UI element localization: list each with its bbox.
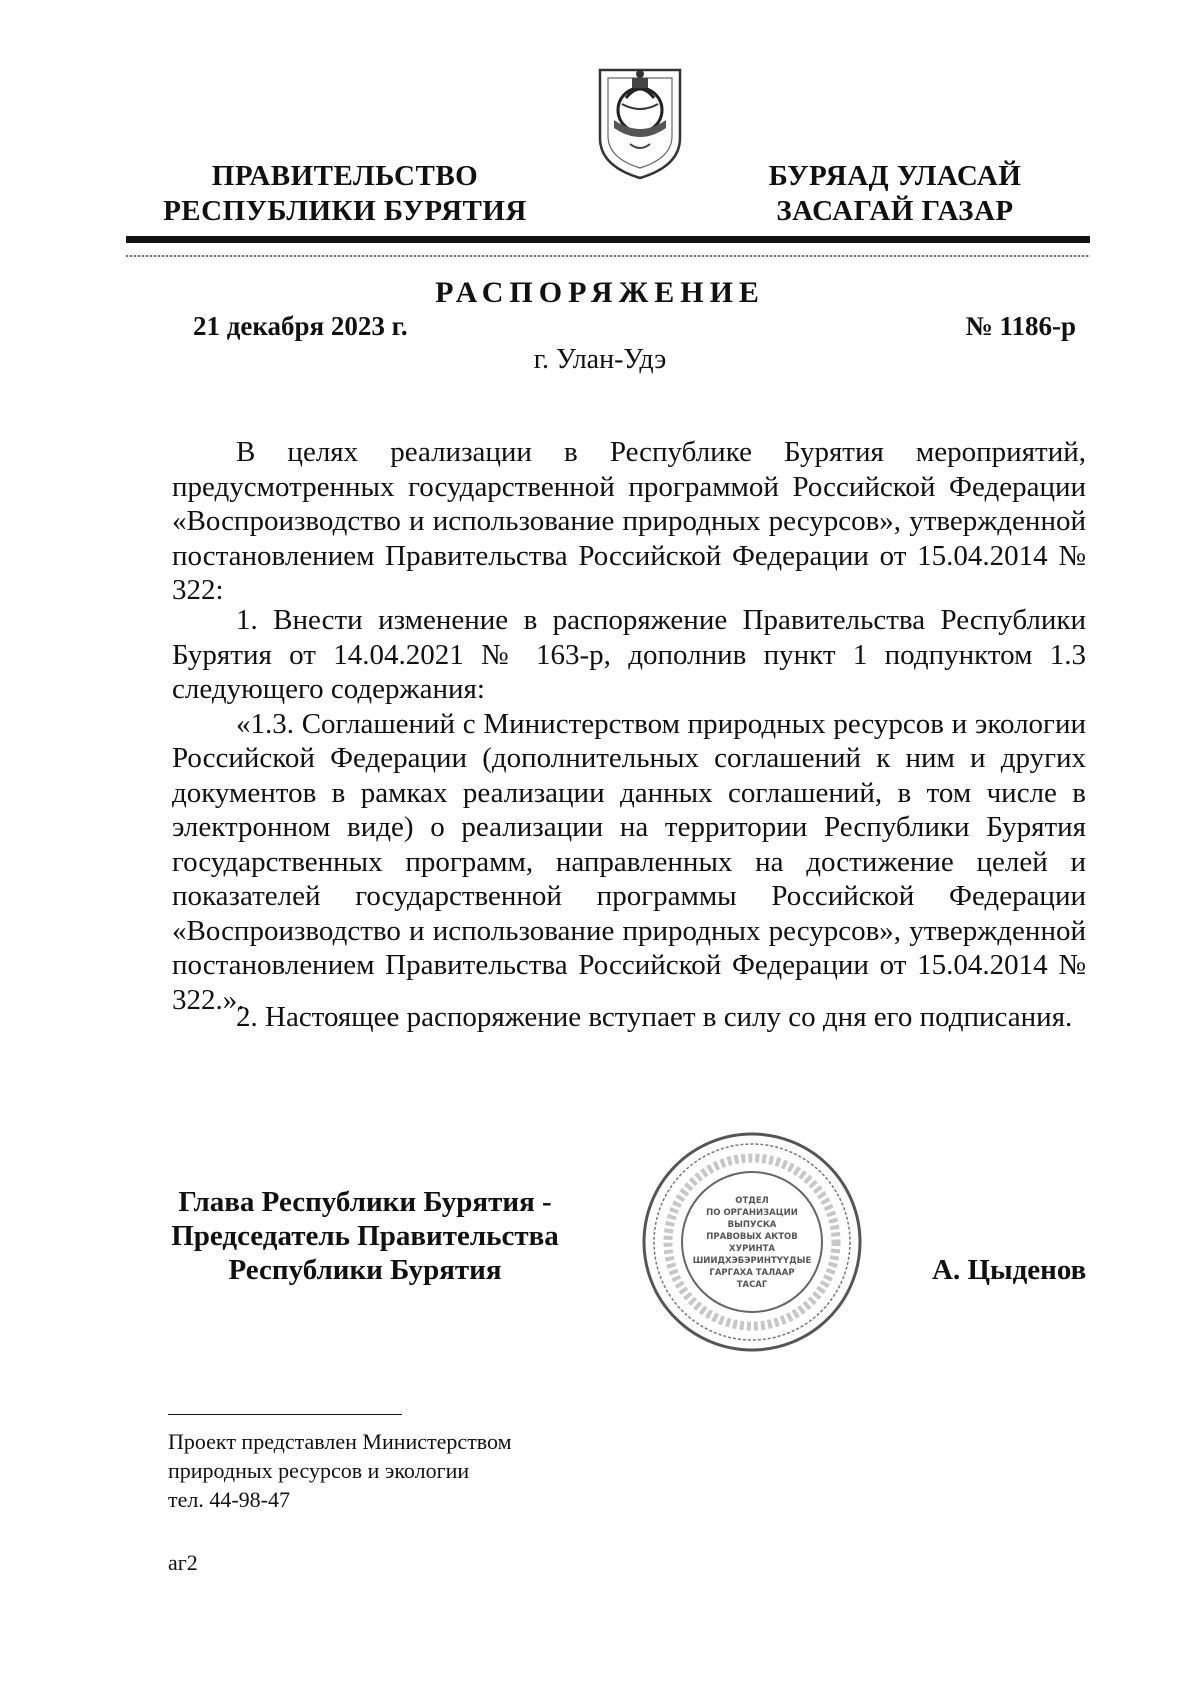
- footer-line1: Проект представлен Министерством: [168, 1429, 512, 1454]
- paragraph: 2. Настоящее распоряжение вступает в силу со дня его подписания.: [236, 1001, 1073, 1033]
- paragraph: В целях реализации в Республике Бурятия мероприятий, предусмотренных государственной программой Российской Федерации «Воспроизводство и использование природных ресурсов», утвержденной постановлением Правительства Российской Федерации от 15.04.2014 № 322:: [172, 436, 1086, 606]
- footer-note: [168, 1427, 512, 1514]
- seal-line: ХУРИНТА: [729, 1244, 775, 1254]
- seal-line: ТАСАГ: [736, 1280, 768, 1290]
- document-city: г. Улан-Удэ: [533, 344, 667, 375]
- document-code: аг2: [168, 1550, 198, 1575]
- document-date: 21 декабря 2023 г.: [193, 311, 408, 341]
- seal-line: ШИИДХЭБЭРИНТҮҮДЫЕ: [692, 1256, 812, 1266]
- government-name-ru-line1: ПРАВИТЕЛЬСТВО: [211, 160, 479, 192]
- paragraph: «1.3. Соглашений с Министерством природных ресурсов и экологии Российской Федерации (дополнительных соглашений к ним и других документов в рамках реализации данных соглашений, в том числе в электронном виде) о реализации на территории Республики Бурятия государственных программ, направленных на достижение целей и показателей государственной программы Российской Федерации «Воспроизводство и использование природных ресурсов», утвержденной постановлением Правительства Российской Федерации от 15.04.2014 № 322.».: [172, 707, 1086, 1016]
- seal-line: ОТДЕЛ: [735, 1196, 769, 1206]
- body-paragraph-item2: [172, 1000, 1086, 1035]
- footer-line3: тел. 44-98-47: [168, 1487, 291, 1512]
- signatory-name: А. Цыденов: [932, 1254, 1087, 1286]
- official-seal-icon: [640, 1130, 864, 1354]
- body-paragraph-item1: [172, 603, 1086, 1017]
- coat-of-arms-icon: [594, 58, 686, 180]
- seal-line: ВЫПУСКА: [727, 1220, 777, 1230]
- header-divider-thin: [126, 255, 1090, 257]
- government-name-bua: [740, 159, 1050, 229]
- government-name-ru: [160, 159, 530, 229]
- signatory-position-line2: Председатель Правительства: [171, 1220, 559, 1252]
- government-name-ru-line2: РЕСПУБЛИКИ БУРЯТИЯ: [163, 195, 527, 227]
- footer-line2: природных ресурсов и экологии: [168, 1458, 470, 1483]
- signatory-position-line3: Республики Бурятия: [228, 1254, 502, 1286]
- signatory-position: [150, 1185, 580, 1287]
- government-name-bua-line1: БУРЯАД УЛАСАЙ: [768, 160, 1022, 192]
- footer-divider: [168, 1414, 402, 1415]
- paragraph: 1. Внести изменение в распоряжение Правительства Республики Бурятия от 14.04.2021 № 163-р, дополнив пункт 1 подпунктом 1.3 следующего содержания:: [172, 604, 1086, 705]
- header-divider-thick: [126, 236, 1090, 243]
- signatory-position-line1: Глава Республики Бурятия -: [178, 1186, 552, 1218]
- document-title: РАСПОРЯЖЕНИЕ: [435, 276, 765, 309]
- document-number: № 1186-р: [965, 311, 1076, 341]
- seal-line: ПРАВОВЫХ АКТОВ: [706, 1232, 798, 1242]
- seal-line: ГАРГАХА ТАЛААР: [709, 1268, 795, 1278]
- body-paragraph-intro: [172, 435, 1086, 608]
- seal-line: ПО ОРГАНИЗАЦИИ: [706, 1208, 798, 1218]
- government-name-bua-line2: ЗАСАГАЙ ГАЗАР: [776, 195, 1014, 227]
